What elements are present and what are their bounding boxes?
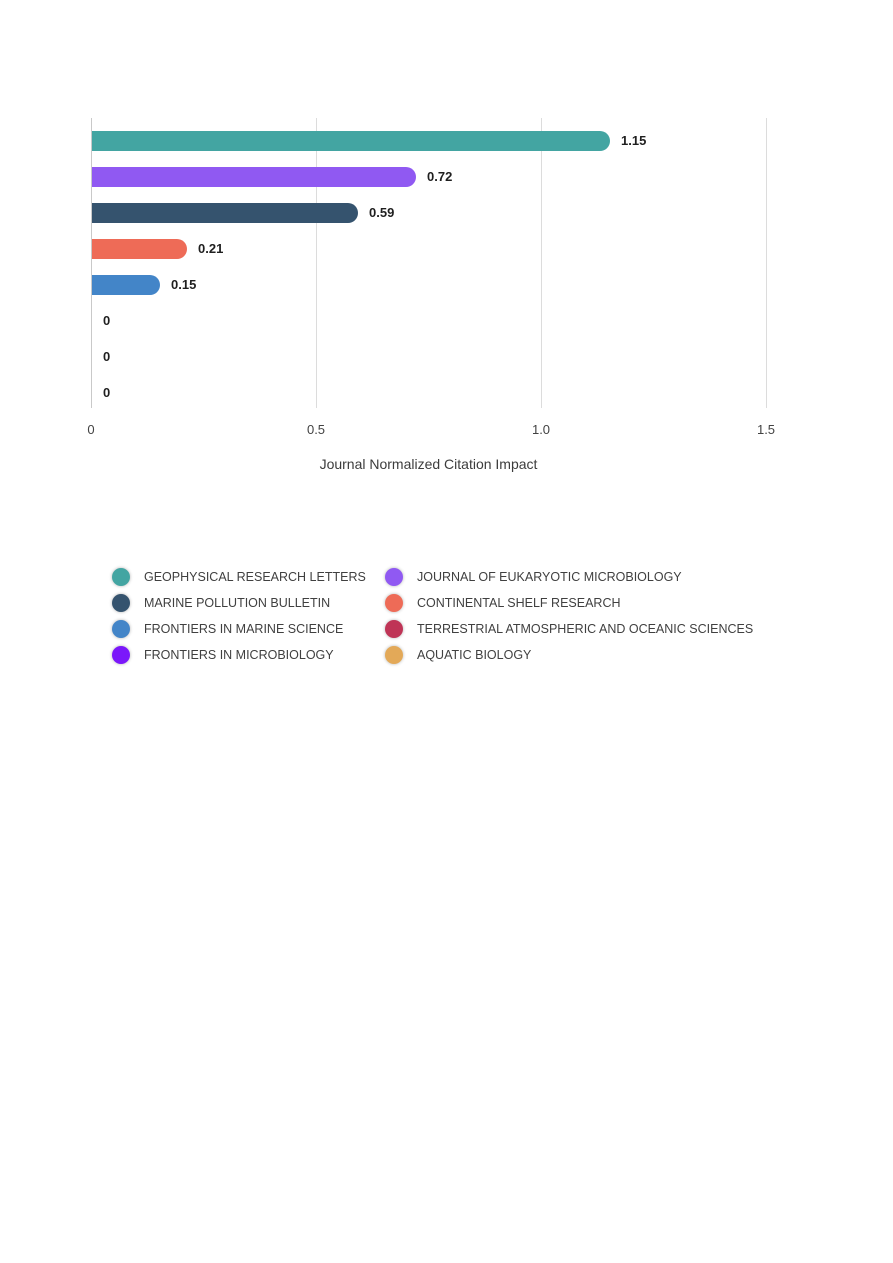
gridline	[766, 118, 767, 408]
legend-label: CONTINENTAL SHELF RESEARCH	[417, 596, 621, 610]
bar-continental-shelf-research	[92, 239, 187, 259]
legend-swatch-icon	[112, 568, 130, 586]
legend-label: GEOPHYSICAL RESEARCH LETTERS	[144, 570, 366, 584]
legend-label: FRONTIERS IN MICROBIOLOGY	[144, 648, 334, 662]
legend-item-continental-shelf-research[interactable]	[385, 594, 753, 612]
x-axis-title: Journal Normalized Citation Impact	[319, 456, 538, 472]
bar-value-label-frontiers-in-microbiology: 0	[103, 349, 111, 364]
gridline	[541, 118, 542, 408]
legend-swatch-icon	[385, 568, 403, 586]
bar-marine-pollution-bulletin	[92, 203, 358, 223]
chart-legend	[112, 568, 753, 664]
legend-item-marine-pollution-bulletin[interactable]	[112, 594, 385, 612]
legend-item-terrestrial-atmospheric-and-oceanic-sciences[interactable]	[385, 620, 753, 638]
bar-value-label-journal-of-eukaryotic-microbiology: 0.72	[427, 169, 453, 184]
y-axis-line	[91, 118, 92, 408]
legend-item-geophysical-research-letters[interactable]	[112, 568, 385, 586]
legend-label: JOURNAL OF EUKARYOTIC MICROBIOLOGY	[417, 570, 682, 584]
legend-label: AQUATIC BIOLOGY	[417, 648, 532, 662]
legend-item-journal-of-eukaryotic-microbiology[interactable]	[385, 568, 753, 586]
bar-value-label-geophysical-research-letters: 1.15	[621, 133, 647, 148]
bar-value-label-frontiers-in-marine-science: 0.15	[171, 277, 197, 292]
legend-swatch-icon	[112, 594, 130, 612]
legend-label: FRONTIERS IN MARINE SCIENCE	[144, 622, 344, 636]
gridline	[316, 118, 317, 408]
legend-label: MARINE POLLUTION BULLETIN	[144, 596, 331, 610]
legend-swatch-icon	[385, 646, 403, 664]
x-axis	[87, 422, 880, 440]
legend-item-frontiers-in-marine-science[interactable]	[112, 620, 385, 638]
x-tick-label-0: 0	[87, 422, 95, 437]
bar-value-label-continental-shelf-research: 0.21	[198, 241, 224, 256]
bar-value-label-marine-pollution-bulletin: 0.59	[369, 205, 395, 220]
bar-value-label-terrestrial-atmospheric-and-oceanic-sciences: 0	[103, 313, 111, 328]
bar-value-label-aquatic-biology: 0	[103, 385, 111, 400]
bar-journal-of-eukaryotic-microbiology	[92, 167, 416, 187]
bar-frontiers-in-marine-science	[92, 275, 160, 295]
legend-item-frontiers-in-microbiology[interactable]	[112, 646, 385, 664]
legend-item-aquatic-biology[interactable]	[385, 646, 753, 664]
legend-swatch-icon	[385, 594, 403, 612]
bar-geophysical-research-letters	[92, 131, 610, 151]
plot-area	[91, 118, 880, 408]
legend-swatch-icon	[112, 620, 130, 638]
x-tick-label-1.5: 1.5	[756, 422, 776, 437]
x-tick-label-1.0: 1.0	[531, 422, 551, 437]
legend-swatch-icon	[112, 646, 130, 664]
x-tick-label-0.5: 0.5	[306, 422, 326, 437]
legend-swatch-icon	[385, 620, 403, 638]
legend-label: TERRESTRIAL ATMOSPHERIC AND OCEANIC SCIENCES	[417, 622, 754, 636]
